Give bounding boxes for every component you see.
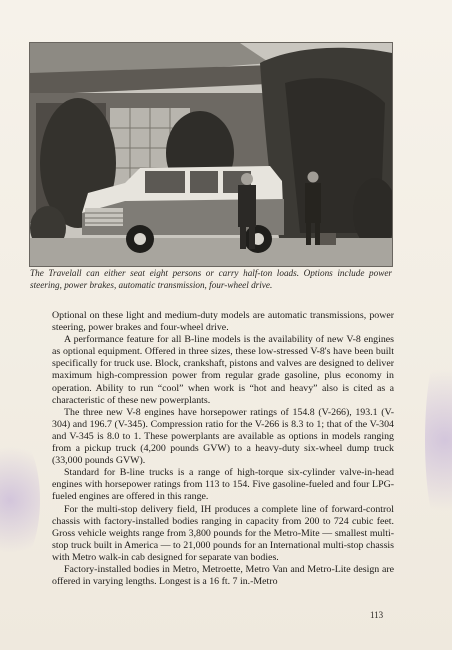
paragraph: Optional on these light and medium-duty models are automatic transmissions, power steering, power brakes and four-wheel drive. (52, 310, 394, 334)
truck-photo-icon (30, 43, 392, 266)
travelall-photo (29, 42, 393, 267)
paragraph: Standard for B-line trucks is a range of high-torque six-cylinder valve-in-head engines with horsepower ratings from 113 to 154. Five gasoline-fueled and four LPG-fueled engines are offered in this range. (52, 467, 394, 503)
paragraph: For the multi-stop delivery field, IH produces a complete line of forward-control chassis with factory-installed bodies ranging in capacity from 200 to 724 cubic feet. Gross vehicle weights range from 3,800 pounds for the Metro-Mite — smallest multi-stop truck built in America — to 21,000 pounds for an International multi-stop chassis with Metro walk-in cab designed for separate van bodies. (52, 503, 394, 563)
paragraph: A performance feature for all B-line models is the availability of new V-8 engines as optional equipment. Offered in three sizes, these low-stressed V-8's have been built specifically for truck use. Block, crankshaft, pistons and valves are designed to deliver maximum high-compression power from regular grade gasoline, plus economy in operation. Ability to run “cool” when work is “hot and heavy” also is cited as a characteristic of these new powerplants. (52, 334, 394, 406)
ink-stain (425, 340, 452, 540)
article-body (52, 310, 394, 588)
paragraph: The three new V-8 engines have horsepower ratings of 154.8 (V-266), 193.1 (V-304) and 196.7 (V-345). Compression ratio for the V-266 is 8.3 to 1; that of the V-304 and V-345 is 8.0 to 1. These powerplants are available as options in models ranging from a pickup truck (4,200 pounds GVW) to a heavy-duty six-wheel dump truck (33,000 pounds GVW). (52, 406, 394, 467)
ink-stain (0, 430, 40, 570)
page-number: 113 (370, 610, 384, 620)
photo-caption: The Travelall can either seat eight persons or carry half-ton loads. Options include power steering, power brakes, automatic transmission, four-wheel drive. (30, 268, 392, 290)
paragraph: Factory-installed bodies in Metro, Metroette, Metro Van and Metro-Lite design are offered in varying lengths. Longest is a 16 ft. 7 in.-Metro (52, 563, 394, 588)
